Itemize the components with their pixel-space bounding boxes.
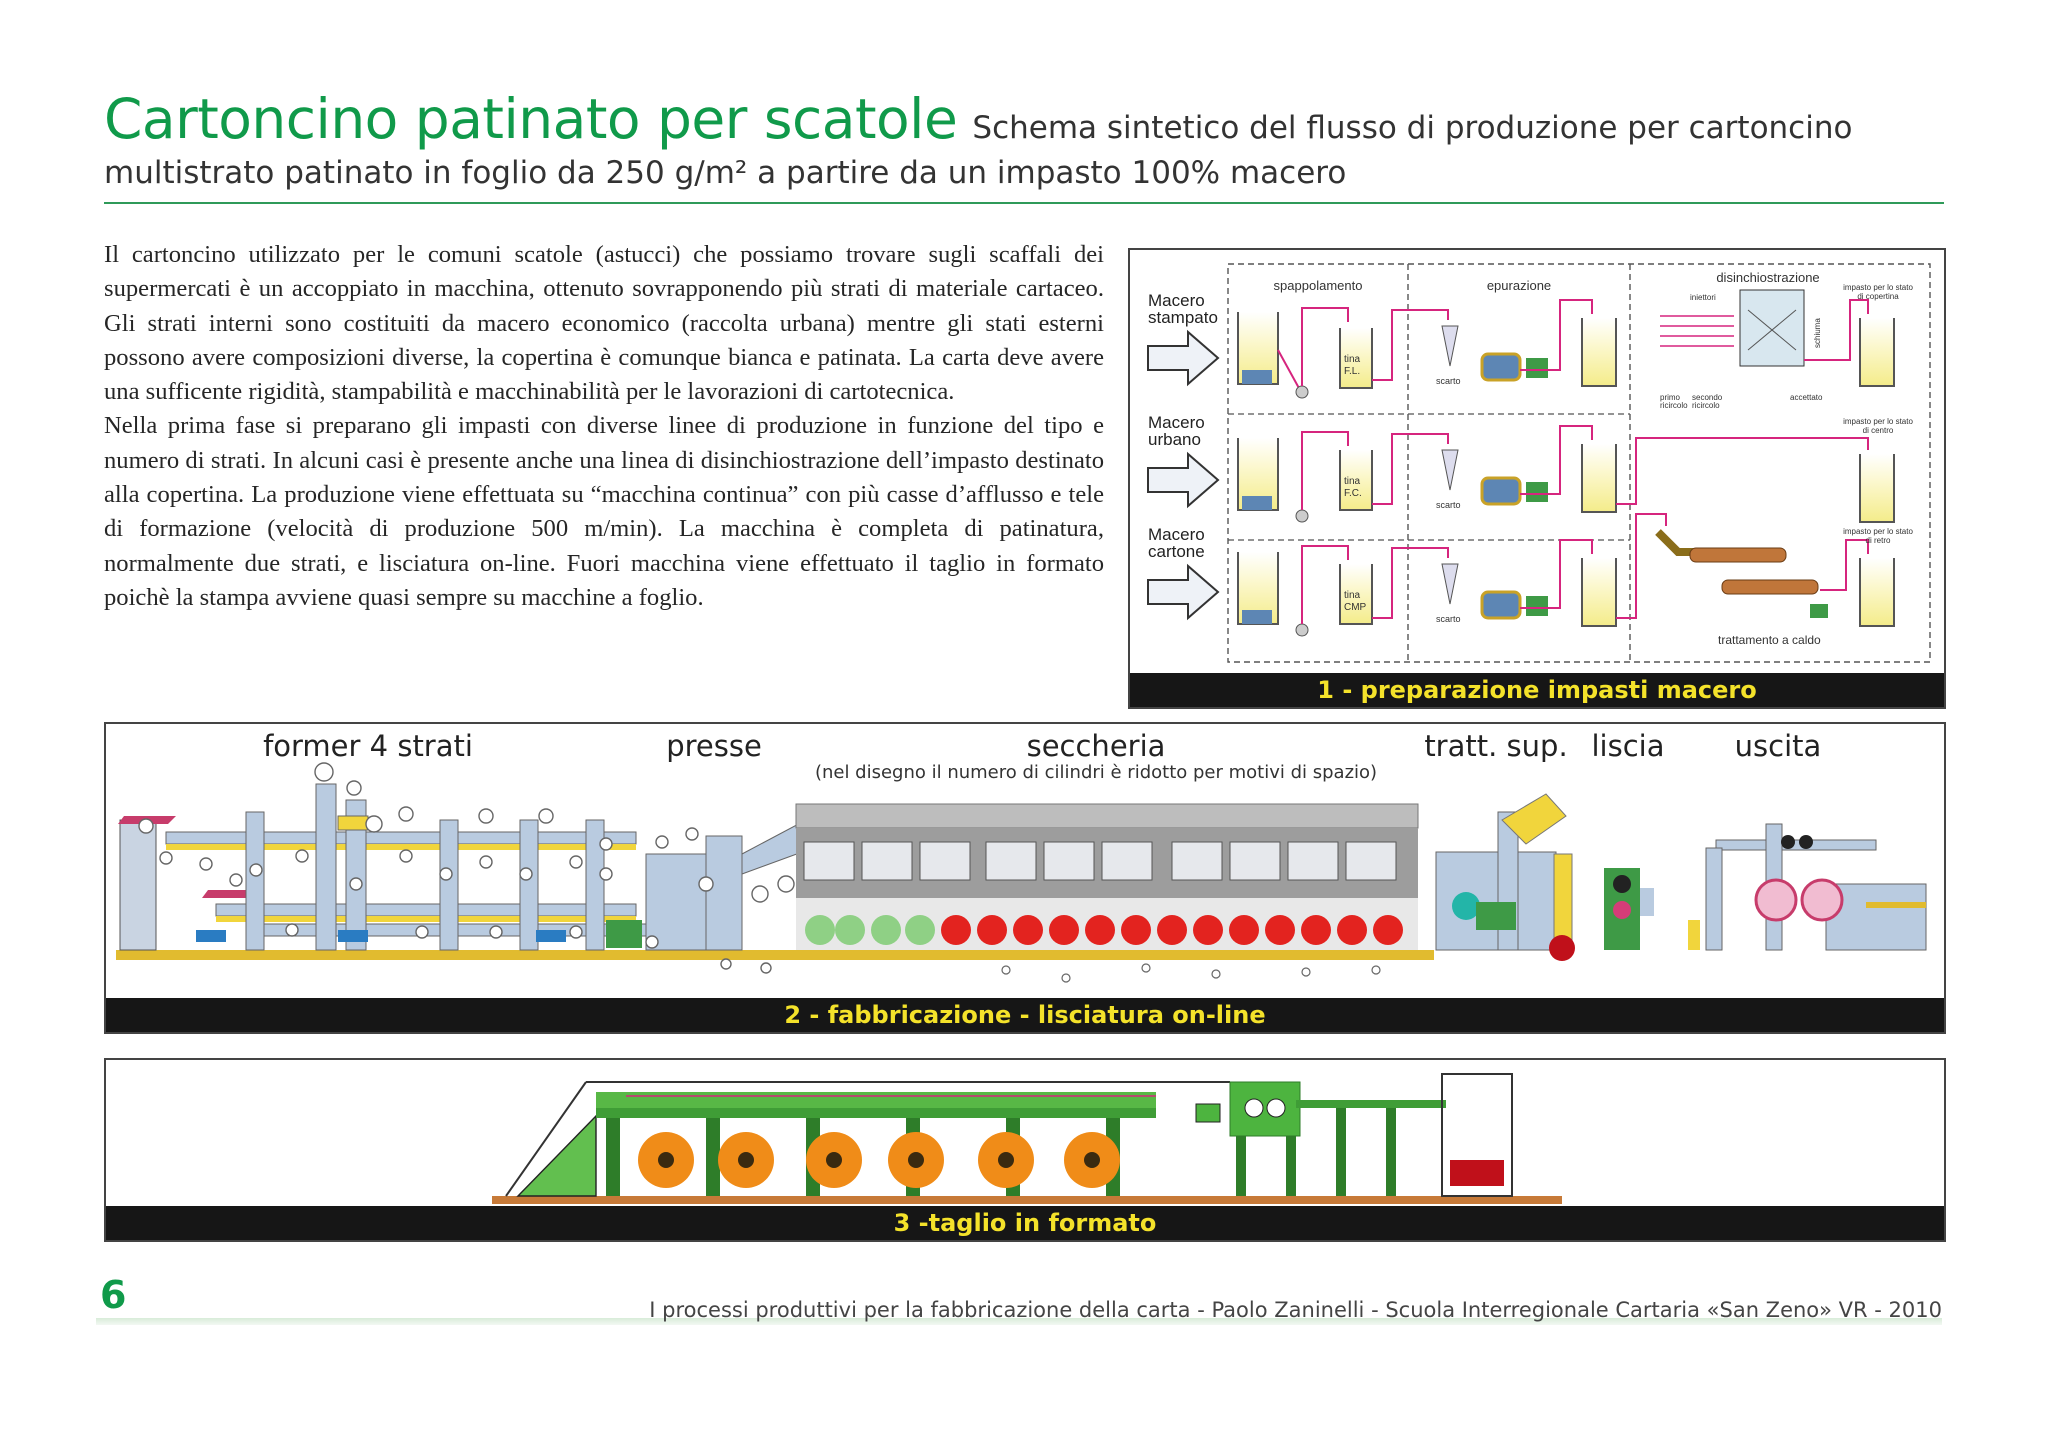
stock-label: impasto per lo stato — [1843, 527, 1913, 536]
body-paragraph-2: Nella prima fase si preparano gli impasti con diverse linee di produzione in funzione del tipo e numero di strati. In alcuni casi è presente anche una linea di disinchiostrazione dell’impasto destinato alla copertina. La produzione viene effettuata su “macchina continua” con più casse d’afflusso e tele di formazione (velocità di produzione 500 m/min). La macchina è completa di patinatura, normalmente due strati, e lisciatura on-line. Fuori macchina viene effettuato il taglio in formato poichè la stampa avviene quasi sempre su macchine a foglio. — [104, 412, 1104, 611]
pump-icon — [1296, 386, 1308, 398]
reel-section — [1688, 824, 1926, 950]
frame-column — [440, 820, 458, 950]
chest-tank — [1860, 454, 1894, 522]
tank-label: tina — [1344, 476, 1361, 487]
accettato-label: accettato — [1790, 393, 1823, 402]
input-arrow-icon — [1148, 454, 1218, 506]
wire-table — [166, 832, 636, 844]
reel-stand — [1688, 920, 1700, 950]
coater-motor — [1476, 902, 1516, 930]
dryer-cylinders — [805, 915, 1403, 945]
ricircolo-label: ricircolo — [1692, 401, 1720, 410]
stairs-icon — [518, 1116, 596, 1196]
section-label-uscita: uscita — [1734, 729, 1822, 763]
screen-icon — [1482, 354, 1520, 380]
iniettori-label: iniettori — [1690, 293, 1716, 302]
headbox-stand — [120, 820, 156, 950]
stock-label: impasto per lo stato — [1843, 417, 1913, 426]
reel-spool — [1781, 835, 1795, 849]
pipe — [1616, 438, 1868, 504]
section-label-former: former 4 strati — [263, 729, 473, 763]
floor-base — [492, 1196, 1562, 1204]
press-motor — [606, 920, 642, 948]
chest-tank — [1582, 444, 1616, 512]
screen-icon — [1482, 478, 1520, 504]
scarto-label: scarto — [1436, 376, 1461, 386]
header — [104, 87, 1944, 191]
input-arrow-icon — [1148, 566, 1218, 618]
motor-icon — [1810, 604, 1828, 618]
stock-label: impasto per lo stato — [1843, 283, 1913, 292]
foil-strip — [166, 844, 636, 850]
surface-treatment-section — [1436, 794, 1575, 961]
schiuma-label: schiuma — [1813, 318, 1822, 348]
input-label: urbano — [1148, 430, 1201, 449]
input-label: Macero — [1148, 525, 1205, 544]
body-paragraph-1: Il cartoncino utilizzato per le comuni scatole (astucci) che possiamo trovare sugli scaffali dei supermercati è un accoppiato in macchina, ottenuto sovrapponendo più strati di materiale cartaceo. Gli strati interni sono costituiti da macero economico (raccolta urbana) mentre gli stati esterni possono avere composizioni diverse, la copertina è comunque bianca e patinata. La carta deve avere una sufficente rigidità, stampabilità e macchinabilità per le lavorazioni di cartotecnica. — [104, 241, 1104, 406]
scarto-label: scarto — [1436, 614, 1461, 624]
reel-rail-ext — [1866, 902, 1926, 908]
calender-roll — [1613, 875, 1631, 893]
prep-row-1 — [1148, 283, 1913, 410]
reel-spool — [1799, 835, 1813, 849]
footer-credit: I processi produttivi per la fabbricazione della carta - Paolo Zaninelli - Scuola Interregionale Cartaria «San Zeno» VR - 2010 — [649, 1298, 1942, 1322]
section-label-tratt: tratt. sup. — [1424, 729, 1568, 763]
tank-label: tina — [1344, 354, 1361, 365]
section-label-seccheria: seccheria — [1026, 729, 1166, 763]
chest-tank — [1860, 318, 1894, 386]
panel-caption: 2 - fabbricazione - lisciatura on-line — [106, 998, 1944, 1032]
seccheria-note: (nel disegno il numero di cilindri è ridotto per motivi di spazio) — [814, 762, 1378, 783]
calender-roll — [1613, 901, 1631, 919]
panel-taglio — [104, 1058, 1946, 1242]
tension-unit — [1196, 1104, 1220, 1122]
frame-block — [338, 816, 368, 830]
chest-tank — [1582, 318, 1616, 386]
page-title: Cartoncino patinato per scatole — [104, 87, 958, 151]
cutter-roll — [1245, 1099, 1263, 1117]
machine-base-rail — [116, 950, 1434, 960]
flotation-cell-icon — [1740, 290, 1804, 366]
unwind-top — [596, 1092, 1156, 1108]
pulper-rotor-icon — [1242, 610, 1272, 624]
frame-block — [536, 930, 566, 942]
input-label: cartone — [1148, 542, 1205, 561]
ricircolo-label: primo — [1660, 393, 1681, 402]
cleaner-icon — [1442, 450, 1458, 490]
paper-reel — [1802, 880, 1842, 920]
input-label: Macero — [1148, 413, 1205, 432]
page-subtitle-line-1: Schema sintetico del flusso di produzione per cartoncino — [972, 110, 1853, 146]
former-section — [118, 763, 666, 950]
press-frame — [706, 836, 742, 950]
paper-machine-diagram — [106, 724, 1944, 998]
stock-label: di copertina — [1857, 292, 1899, 301]
input-label: Macero — [1148, 291, 1205, 310]
cleaner-icon — [1442, 564, 1458, 604]
panel-caption: 3 -taglio in formato — [106, 1206, 1944, 1240]
cutter-roll — [1267, 1099, 1285, 1117]
label-spappolamento: spappolamento — [1273, 278, 1363, 293]
sheet-pile — [1450, 1160, 1504, 1186]
conveyor — [1296, 1100, 1446, 1108]
pump-icon — [1296, 510, 1308, 522]
body-text — [104, 238, 1104, 615]
label-disinchiostrazione: disinchiostrazione — [1716, 270, 1820, 285]
motor-icon — [1526, 596, 1548, 616]
calender-section — [1604, 868, 1654, 950]
panel-fabbricazione — [104, 722, 1946, 1034]
cleaner-icon — [1442, 326, 1458, 366]
input-arrow-icon — [1148, 332, 1218, 384]
section-label-liscia: liscia — [1591, 729, 1665, 763]
ricircolo-label: secondo — [1692, 393, 1723, 402]
page-subtitle-line-2: multistrato patinato in foglio da 250 g/m² a partire da un impasto 100% macero — [104, 155, 1347, 191]
section-label-presse: presse — [666, 729, 762, 763]
panel-preparazione-impasti — [1128, 248, 1946, 709]
frame-column — [246, 812, 264, 950]
wire-table — [216, 904, 636, 916]
section-frame — [1228, 264, 1930, 662]
ricircolo-label: ricircolo — [1660, 401, 1688, 410]
tank-label: tina — [1344, 590, 1361, 601]
screen-icon — [1482, 592, 1520, 618]
label-epurazione: epurazione — [1486, 278, 1552, 293]
frame-column — [520, 820, 538, 950]
prep-row-2 — [1148, 413, 1913, 522]
motor-icon — [1526, 482, 1548, 502]
trattamento-label: trattamento a caldo — [1718, 633, 1821, 647]
pump-icon — [1296, 624, 1308, 636]
motor-icon — [1526, 358, 1548, 378]
dryer-hood-roof — [796, 804, 1418, 828]
pulp-preparation-diagram — [1130, 250, 1944, 673]
cutter-head — [1230, 1082, 1300, 1136]
screw-icon — [1690, 548, 1786, 562]
page-number: 6 — [100, 1273, 127, 1317]
pulper-rotor-icon — [1242, 370, 1272, 384]
coating-roll — [1549, 935, 1575, 961]
chest-tank — [1582, 558, 1616, 626]
pulper-rotor-icon — [1242, 496, 1272, 510]
calender-motor — [1640, 888, 1654, 916]
frame-column — [316, 784, 336, 950]
tank-label: F.L. — [1344, 366, 1361, 377]
tank-label: F.C. — [1344, 488, 1362, 499]
sheeter-diagram — [106, 1060, 1944, 1206]
scarto-label: scarto — [1436, 500, 1461, 510]
stock-label: di retro — [1865, 536, 1891, 545]
frame-block — [196, 930, 226, 942]
reel-rail — [1716, 840, 1876, 850]
prep-row-3 — [1148, 514, 1913, 647]
felt-rolls — [1002, 964, 1380, 982]
reel-column — [1706, 848, 1722, 950]
unwind-beam — [596, 1108, 1156, 1118]
tank-label: CMP — [1344, 602, 1367, 613]
paper-reel — [1756, 880, 1796, 920]
header-divider — [104, 202, 1944, 204]
chest-tank — [1860, 558, 1894, 626]
frame-block — [338, 930, 368, 942]
foil-strip — [216, 916, 636, 922]
coating-roll — [1452, 892, 1480, 920]
stock-label: di centro — [1862, 426, 1894, 435]
title-line — [104, 87, 1944, 151]
input-label: stampato — [1148, 308, 1218, 327]
panel-caption: 1 - preparazione impasti macero — [1130, 673, 1944, 707]
screw-icon — [1722, 580, 1818, 594]
